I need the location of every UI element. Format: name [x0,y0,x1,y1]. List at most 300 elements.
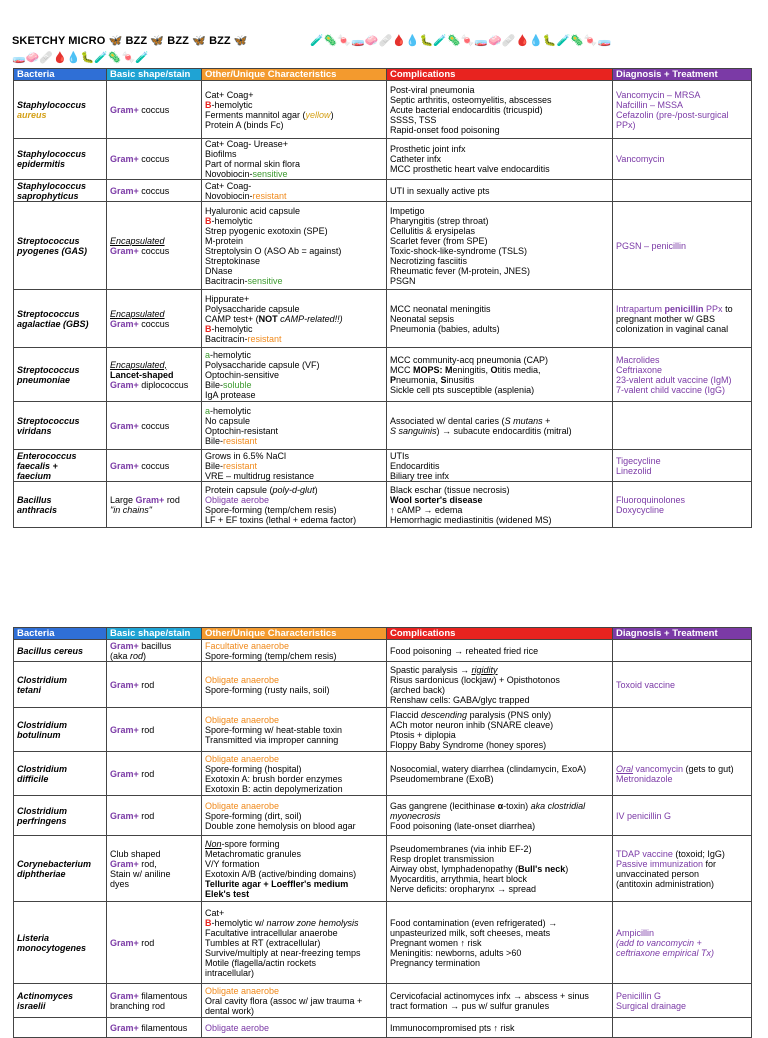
cell-treatment [613,836,752,902]
shape-line [110,246,198,256]
text-run: coccus [138,245,170,256]
text-run: rod, [138,858,157,869]
characteristic-line [205,324,383,334]
text-run: Black eschar (tissue necrosis) [390,484,510,495]
text-run: Obligate aerobe [205,1022,270,1033]
cell-complications [387,450,613,482]
complication-line: MCC neonatal meningitis [390,303,491,314]
text-run: Non [205,838,222,849]
cell-shape [107,290,202,348]
complication-line [390,355,609,365]
cell-treatment [613,984,752,1018]
text-run: Cat+ Coag- [205,180,252,191]
text-run: Ampicillin [616,927,655,938]
complication-line: tract formation → pus w/ sulfur granules [390,1000,550,1011]
table-row [14,640,752,662]
text-run: Exotoxin B: actin depolymerization [205,783,343,794]
characteristic-line [205,725,383,735]
bacteria-table-2 [13,627,752,1038]
text-run: α [497,800,504,811]
cell-bacteria [14,662,107,708]
treatment-line: 7-valent child vaccine (IgG) [616,384,726,395]
table-row [14,1018,752,1038]
complication-line: Pregnancy termination [390,957,481,968]
text-run: IgA protease [205,389,256,400]
cell-shape [107,662,202,708]
cell-shape [107,836,202,902]
characteristic-line [205,139,383,149]
characteristic-line [205,675,383,685]
complication-line [390,844,609,854]
cell-treatment [613,450,752,482]
complication-line: SSSS, TSS [390,114,437,125]
characteristic-line [205,206,383,216]
characteristic-line [205,996,383,1006]
cell-shape [107,482,202,528]
text-run: Passive immunization [616,858,704,869]
characteristic-line [205,159,383,169]
text-run: Metachromatic granules [205,848,302,859]
text-run: O [490,364,498,375]
text-run: resistant [247,333,282,344]
treatment-line: Macrolides [616,354,660,365]
text-run: colonization in vaginal canal [616,323,729,334]
text-run: MOPS: M [413,364,453,375]
complication-line [390,864,609,874]
shape-line [110,360,198,370]
complication-line: Food contamination (even refrigerated) → [390,917,558,928]
text-run: Optochin-sensitive [205,369,280,380]
characteristic-line [205,90,383,100]
cell-treatment [613,290,752,348]
text-run: Obligate anaerobe [205,753,280,764]
text-run: Obligate anaerobe [205,714,280,725]
text-run: Encapsulated [110,235,165,246]
text-run: Flaccid [390,709,422,720]
characteristic-line [205,380,383,390]
text-run: coccus [138,420,170,431]
col-header-bacteria: Bacteria [14,69,107,81]
cell-characteristics [202,640,387,662]
cell-characteristics [202,450,387,482]
cell-complications [387,902,613,984]
characteristic-line [205,236,383,246]
text-run: Motile (flagella/actin rockets [205,957,317,968]
complication-line: MCC prosthetic heart valve endocarditis [390,164,550,174]
text-run: DNase [205,265,233,276]
characteristic-line [205,986,383,996]
text-run: rod [138,679,155,690]
complication-line: Rheumatic fever (M-protein, JNES) [390,265,531,276]
cell-characteristics [202,180,387,202]
characteristic-line [205,859,383,869]
cell-characteristics [202,139,387,180]
characteristic-line [205,515,383,525]
text-run: ↑ cAMP → edema [390,504,463,515]
text-run: "in chains" [110,504,152,515]
treatment-line [616,928,748,938]
bacteria-name: Listeria [17,932,50,943]
bacteria-name: faecium [17,470,52,481]
text-run: Bile- [205,460,224,471]
text-run: resistant [252,190,287,201]
table-header-row [14,628,752,640]
characteristic-line [205,918,383,928]
table-row [14,752,752,796]
bacteria-name: Staphylococcus [17,99,87,110]
complication-line [390,385,609,395]
cell-shape [107,180,202,202]
text-run: rod [138,768,155,779]
text-run: ceftriaxone empirical Tx) [616,947,715,958]
cell-complications [387,984,613,1018]
bacteria-name: Actinomyces [17,990,74,1001]
text-run: NOT [258,313,278,324]
complication-line [390,740,609,750]
cell-treatment [613,348,752,402]
text-run: Gram+ [110,640,139,651]
characteristic-line [205,968,383,978]
cell-characteristics [202,662,387,708]
cell-treatment [613,752,752,796]
cell-characteristics [202,348,387,402]
text-run: Ptosis + diplopia [390,729,456,740]
complication-line: UTI in sexually active pts [390,185,490,196]
complication-line [390,821,609,831]
text-run: -toxin) [503,800,531,811]
characteristic-line [205,774,383,784]
complication-line: Pharyngitis (strep throat) [390,215,489,226]
treatment-line [616,869,748,879]
text-run: Intrapartum [616,303,665,314]
text-run: -hemolytic [211,99,253,110]
treatment-line [616,938,748,948]
text-run: Biofilms [205,149,237,159]
treatment-line: PGSN – penicillin [616,240,687,251]
table-row [14,450,752,482]
text-run: ) [565,863,569,874]
text-run: Novobiocin- [205,190,253,201]
text-run: Gram+ [110,1022,139,1033]
text-run: Facultative intracellular anaerobe [205,927,338,938]
shape-line [110,370,198,380]
complication-line [390,675,609,685]
complication-line [390,695,609,705]
shape-line [110,186,198,196]
text-run: Transmitted via improper canning [205,734,339,745]
text-run: VRE – multidrug resistance [205,470,315,481]
cell-complications [387,290,613,348]
characteristic-line [205,360,383,370]
bacteria-name: Staphylococcus [17,149,87,159]
shape-line [110,154,198,164]
complication-line: Cellulitis & erysipelas [390,225,476,236]
text-run: Cat+ [205,907,225,918]
text-run: coccus [138,460,170,471]
complication-line: Post-viral pneumonia [390,84,475,95]
bacteria-name: Streptococcus [17,364,80,375]
characteristic-line [205,505,383,515]
text-run: Gram+ [110,768,139,779]
treatment-line: PPx) [616,119,636,130]
text-run: yellow [305,109,331,120]
text-run: coccus [138,104,170,115]
text-run: Gram+ [110,990,139,1001]
text-run: coccus [138,318,170,329]
col-header-shape: Basic shape/stain [107,628,202,640]
shape-line [110,1001,198,1011]
text-run: neumonia, [396,374,441,385]
characteristic-line [205,928,383,938]
treatment-line: Vancomycin [616,154,665,164]
cell-characteristics [202,796,387,836]
text-run: Encapsulated [110,308,165,319]
characteristic-line [205,715,383,725]
text-run: Protein A (binds Fc) [205,119,284,130]
text-run: Floppy Baby Syndrome (honey spores) [390,739,547,750]
treatment-line [616,879,748,889]
characteristic-line [205,485,383,495]
characteristic-line [205,416,383,426]
text-run: a [205,405,211,416]
treatment-line: Ceftriaxone [616,364,663,375]
col-header-other: Other/Unique Characteristics [202,628,387,640]
cell-characteristics [202,81,387,139]
text-run: narrow zone hemolysis [266,917,359,928]
text-run: ACh motor neuron inhib (SNARE cleave) [390,719,554,730]
bacteria-name: Staphylococcus [17,180,87,191]
bacteria-name: Bacillus [17,494,52,505]
cell-treatment [613,796,752,836]
text-run: Lancet-shaped [110,369,174,380]
text-run: pregnant mother w/ GBS [616,313,716,324]
table-row [14,202,752,290]
text-run: Part of normal skin flora [205,159,301,169]
characteristic-line [205,471,383,481]
cell-shape [107,81,202,139]
cell-characteristics [202,402,387,450]
cell-treatment [613,708,752,752]
text-run: (gets to gut) [683,763,734,774]
text-run: dyes [110,878,130,889]
text-run: Obligate anaerobe [205,985,280,996]
table-row [14,402,752,450]
characteristic-line [205,294,383,304]
text-run: Bacitracin- [205,333,248,344]
cell-shape [107,640,202,662]
bacteria-name: viridans [17,425,52,436]
text-run: bacillus [138,640,172,651]
cell-treatment [613,662,752,708]
table-row [14,902,752,984]
cell-shape [107,1018,202,1038]
complication-line: Food poisoning → reheated fried rice [390,645,539,656]
cell-bacteria [14,450,107,482]
bacteria-name: Streptococcus [17,415,80,426]
text-run: B [205,917,212,928]
treatment-line [616,948,748,958]
text-run: cAMP-related!!) [277,313,343,324]
text-run: Obligate anaerobe [205,800,280,811]
cell-treatment [613,139,752,180]
text-run: Tumbles at RT (extracellular) [205,937,321,948]
characteristic-line [205,169,383,179]
treatment-line [616,859,748,869]
bacteria-name: anthracis [17,504,58,515]
cell-bacteria [14,1018,107,1038]
cell-shape [107,402,202,450]
text-run: ) [314,484,318,495]
text-run: Encapsulated, [110,359,168,370]
cell-bacteria [14,202,107,290]
shape-line [110,236,198,246]
cell-complications [387,402,613,450]
complication-line: Pregnant women ↑ risk [390,937,482,948]
cell-treatment [613,902,752,984]
text-run: ) [330,109,334,120]
table-row [14,348,752,402]
text-run: B [205,215,212,226]
characteristic-line [205,839,383,849]
bacteria-name: agalactiae (GBS) [17,318,89,329]
characteristic-line [205,276,383,286]
text-run: Gram+ [110,154,139,164]
cell-shape [107,708,202,752]
characteristic-line [205,735,383,745]
text-run: sensitive [247,275,283,286]
bacteria-name: Clostridium [17,719,68,730]
complication-line [390,685,609,695]
cell-complications [387,139,613,180]
text-run: Gram+ [110,937,139,948]
cell-shape [107,984,202,1018]
complication-line [390,515,609,525]
complication-line: Scarlet fever (from SPE) [390,235,488,246]
text-run: unvaccinated person [616,868,700,879]
text-run: Spore-forming w/ heat-stable toxin [205,724,343,735]
complication-line: unpasteurized milk, soft cheeses, meats [390,927,551,938]
characteristic-line [205,958,383,968]
text-run: Food poisoning (late-onset diarrhea) [390,820,536,831]
complication-line: Catheter infx [390,154,442,164]
col-header-other: Other/Unique Characteristics [202,69,387,81]
bacteria-name: botulinum [17,729,61,740]
characteristic-line [205,869,383,879]
text-run: rod [138,724,155,735]
characteristic-line [205,149,383,159]
cell-bacteria [14,402,107,450]
text-run: Large [110,494,136,505]
characteristic-line [205,350,383,360]
text-run: inusitis [446,374,475,385]
text-run: Exotoxin A/B (active/binding domains) [205,868,357,879]
cell-shape [107,752,202,796]
characteristic-line [205,651,383,661]
complication-line: Toxic-shock-like-syndrome (TSLS) [390,245,528,256]
cell-treatment [613,1018,752,1038]
col-header-diagnosis: Diagnosis + Treatment [613,69,752,81]
text-run: Spore-forming (rusty nails, soil) [205,684,330,695]
bacteria-name: Bacillus cereus [17,645,84,656]
text-run: Streptolysin O (ASO Ab = against) [205,245,342,256]
shape-line [110,495,198,505]
complication-line [390,801,609,811]
bacteria-name: Streptococcus [17,308,80,319]
cell-treatment [613,202,752,290]
table-row [14,139,752,180]
treatment-line: 23-valent adult vaccine (IgM) [616,374,732,385]
text-run: LF + EF toxins (lethal + edema factor) [205,514,357,525]
treatment-line [616,774,748,784]
text-run: Oral [616,763,634,774]
cell-characteristics [202,902,387,984]
shape-line [110,319,198,329]
cell-complications [387,836,613,902]
cell-characteristics [202,836,387,902]
characteristic-line [205,811,383,821]
bacteria-name: israelii [17,1000,46,1011]
cell-bacteria [14,902,107,984]
col-header-diagnosis: Diagnosis + Treatment [613,628,752,640]
text-run: Hyaluronic acid capsule [205,205,301,216]
text-run: + [542,415,551,426]
text-run: Gram+ [110,420,139,431]
shape-line [110,641,198,651]
text-run: Hemorrhagic mediastinitis (widened MS) [390,514,552,525]
cell-bacteria [14,752,107,796]
text-run: rod [130,650,144,661]
text-run: Gas gangrene (lecithinase [390,800,498,811]
text-run: soluble [223,379,252,390]
characteristic-line [205,849,383,859]
shape-line [110,505,198,515]
shape-line [110,725,198,735]
characteristic-line [205,1006,383,1016]
cell-complications [387,202,613,290]
text-run: coccus [138,154,170,164]
treatment-line [616,764,748,774]
text-run: Spore-forming (dirt, soil) [205,810,302,821]
cell-shape [107,139,202,180]
complication-line: Endocarditis [390,460,440,471]
page-title: SKETCHY MICRO 🦋 BZZ 🦋 BZZ 🦋 BZZ 🦋 [12,35,248,47]
text-run: filamentous [138,990,188,1001]
text-run: Survive/multiply at near-freezing temps [205,947,361,958]
cell-bacteria [14,708,107,752]
characteristic-line [205,216,383,226]
text-run: intracellular) [205,967,255,978]
characteristic-line [205,764,383,774]
table-row [14,662,752,708]
text-run: resistant [223,435,258,446]
text-run: S mutans [504,415,543,426]
text-run: V/Y formation [205,858,260,869]
text-run: Gram+ [110,318,139,329]
bacteria-name: difficile [17,773,49,784]
characteristic-line [205,1023,383,1033]
text-run: penicillin [664,303,704,314]
text-run: ) → subacute endocarditis (mitral) [436,425,572,436]
characteristic-line [205,406,383,416]
text-run: Obligate anaerobe [205,674,280,685]
shape-line [110,105,198,115]
text-run: to [722,303,733,314]
complication-line [390,665,609,675]
text-run: Metronidazole [616,773,673,784]
text-run: Strep pyogenic exotoxin (SPE) [205,225,328,236]
shape-line [110,769,198,779]
text-run: Pseudomembranes (via inhib EF-2) [390,843,532,854]
